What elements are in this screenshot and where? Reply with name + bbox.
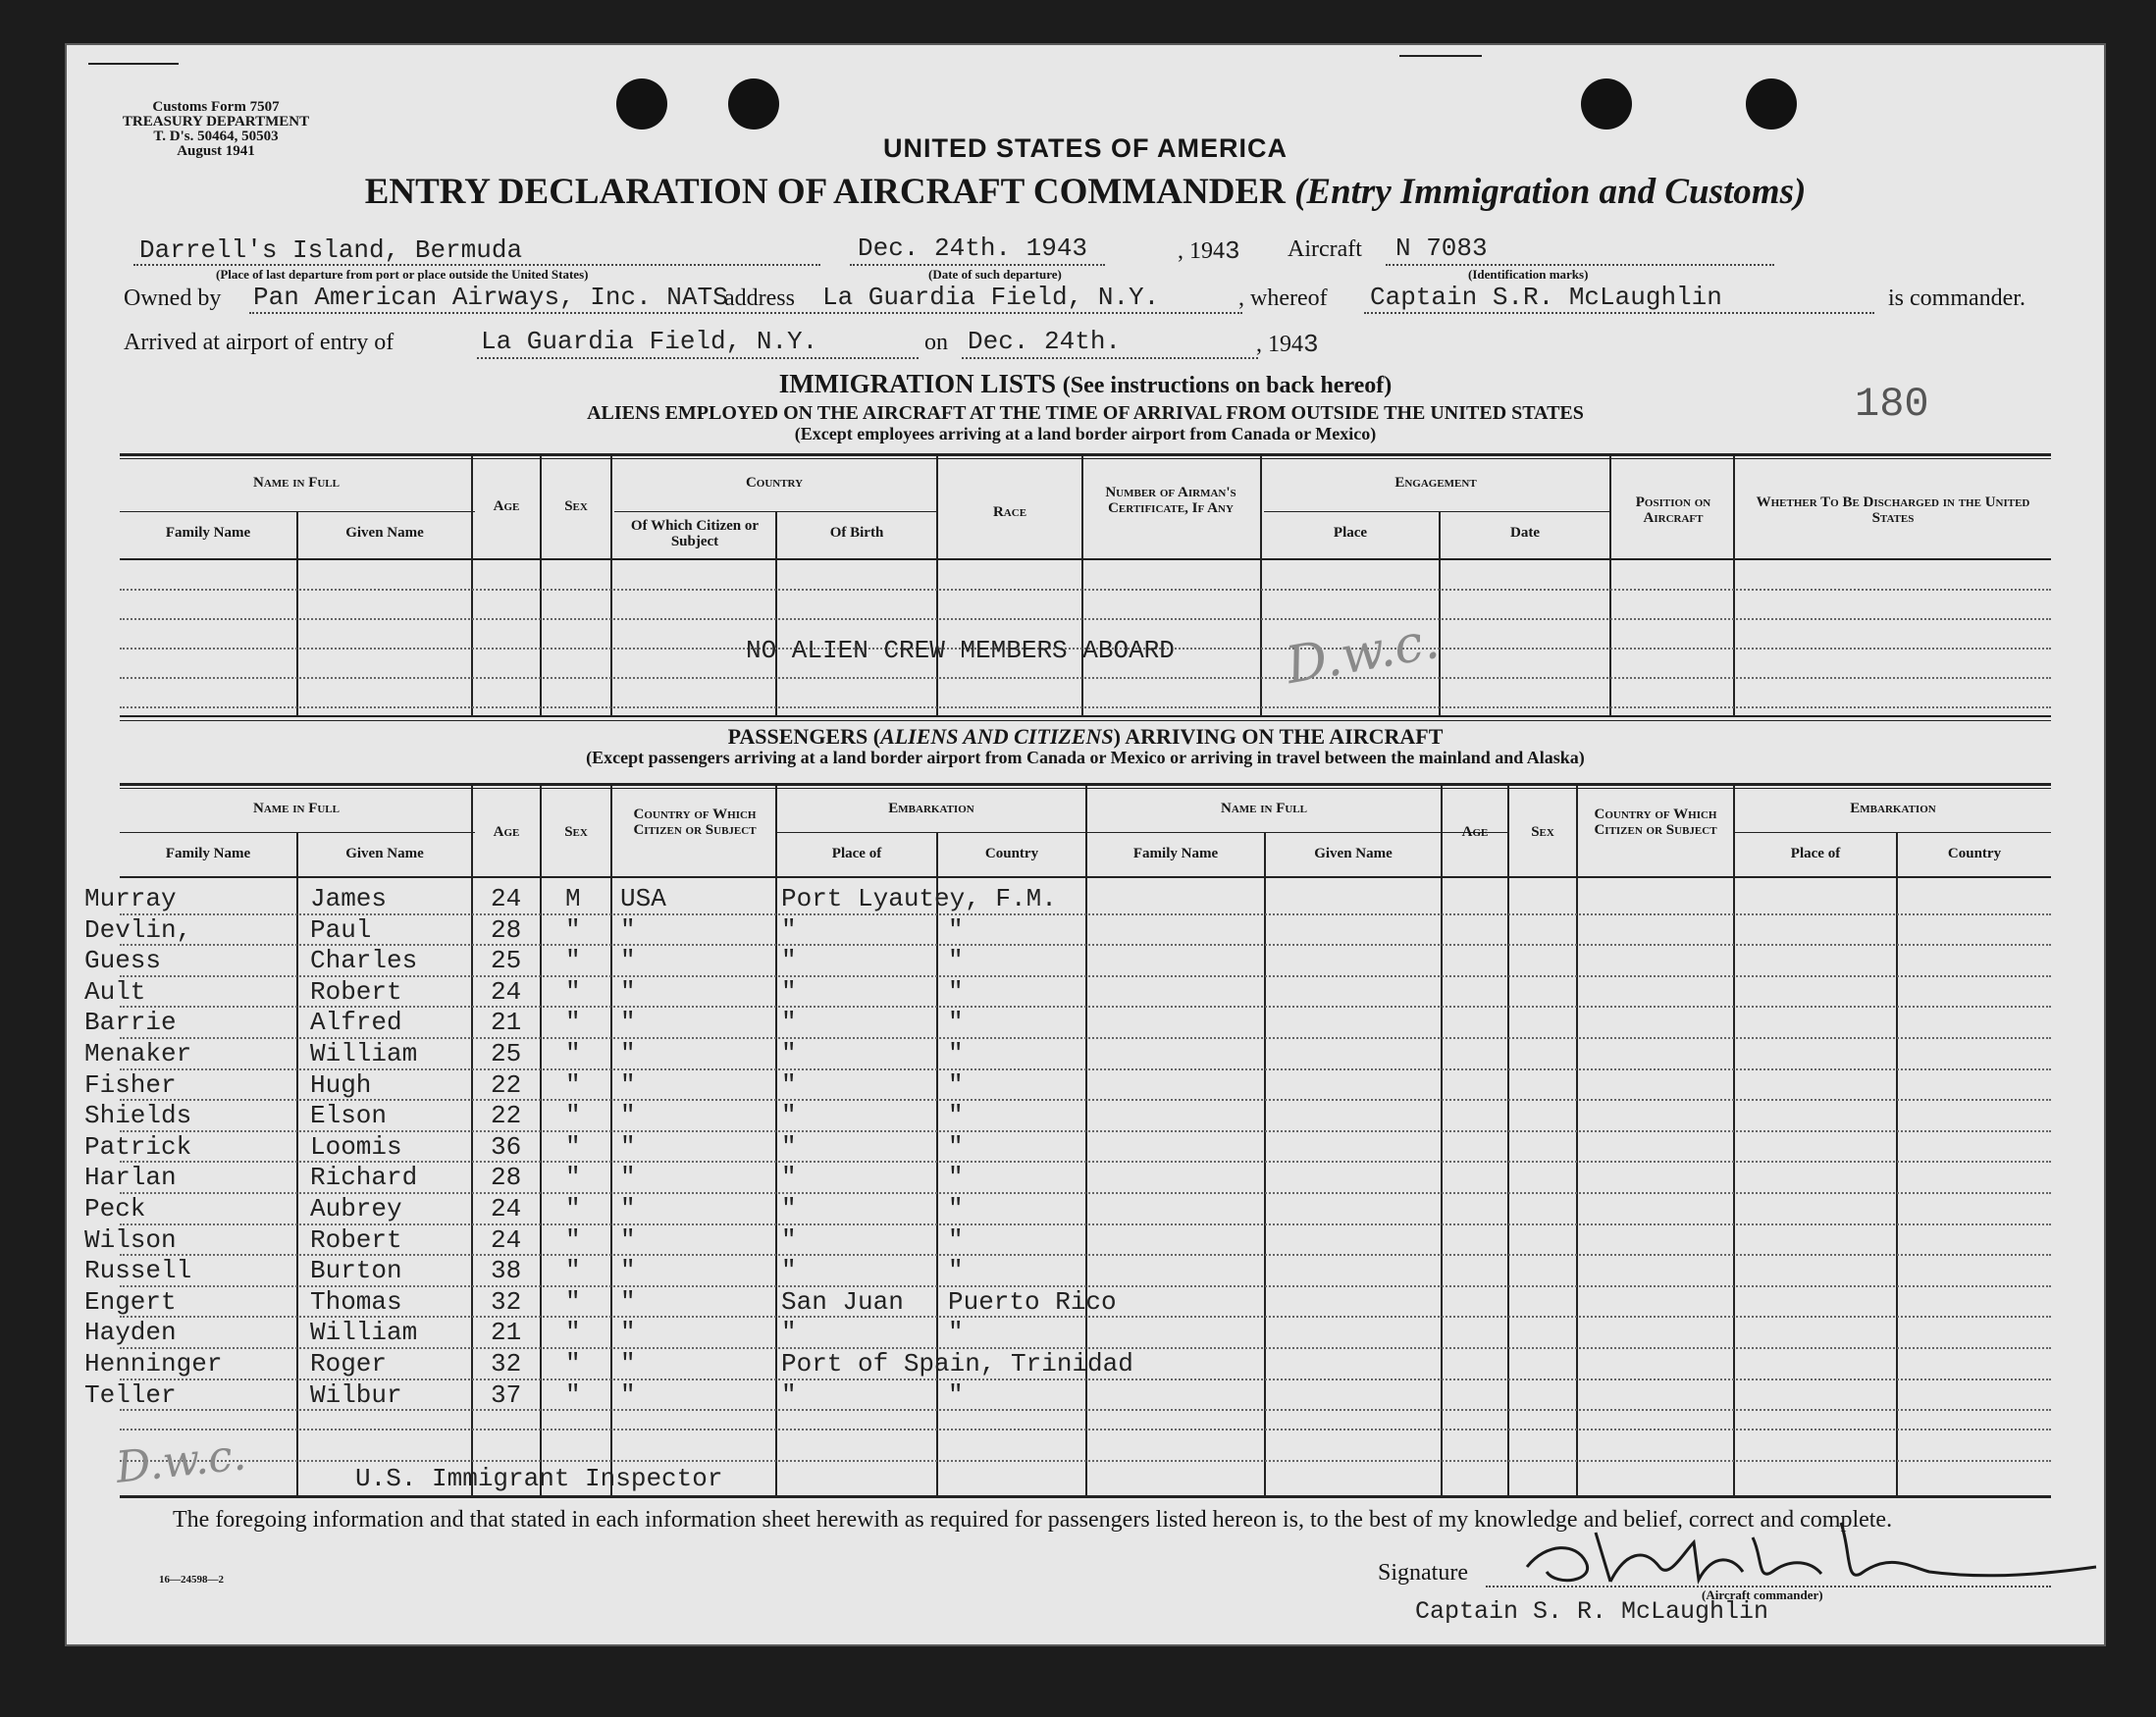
pax-sex: " (565, 1256, 581, 1286)
pax-sex: M (565, 884, 581, 913)
pax-country: Puerto Rico (948, 1286, 1117, 1317)
table-row (65, 1070, 2106, 1101)
form-title (65, 171, 2106, 213)
pax-sex: " (565, 1069, 581, 1100)
pax-age: 24 (491, 884, 522, 913)
owner: Pan American Airways, Inc. NATS (253, 283, 728, 312)
signature-caption: (Aircraft commander) (1702, 1587, 1823, 1602)
pax-family-name: Devlin, (84, 914, 192, 945)
crew-col-birth: Of Birth (829, 525, 884, 541)
pax-family-name: Peck (84, 1194, 146, 1223)
pax-col-embarkation-2: Embarkation (1850, 801, 1936, 816)
pax-given-name: Alfred (310, 1008, 402, 1038)
pax-age: 22 (491, 1101, 522, 1131)
table-row (65, 1163, 2106, 1193)
pax-place: " (781, 1163, 797, 1193)
table-row (65, 1039, 2106, 1069)
departure-place: Darrell's Island, Bermuda (139, 235, 523, 265)
whereof-label: , whereof (1238, 286, 1328, 311)
pax-citizen: " (620, 1069, 636, 1100)
pax-citizen: " (620, 1256, 636, 1286)
pax-country: " (948, 1008, 964, 1038)
pax-citizen: " (620, 946, 636, 976)
pax-age: 38 (491, 1256, 522, 1286)
pax-place: " (781, 1224, 797, 1255)
pax-col-given-name-2: Given Name (1314, 846, 1393, 861)
crew-col-race: Race (992, 504, 1027, 520)
departure-place-caption: (Place of last departure from port or place outside the United States) (216, 267, 589, 282)
pax-place: " (781, 946, 797, 976)
pax-given-name: Paul (310, 914, 372, 945)
pax-col-family-name: Family Name (165, 846, 251, 861)
pax-place: Port Lyautey, F.M. (781, 884, 1057, 913)
declaration-text: The foregoing information and that stated in each information sheet herewith as required for passengers listed hereon is, to the best of my knowledge and belief, correct and complete. (173, 1507, 1893, 1533)
crew-col-place: Place (1333, 525, 1368, 541)
passengers-title-italic: ALIENS AND CITIZENS (880, 724, 1114, 749)
immigration-subtitle: ALIENS EMPLOYED ON THE AIRCRAFT AT THE TIME OF ARRIVAL FROM OUTSIDE THE UNITED STATES (587, 402, 1584, 424)
form-date: August 1941 (177, 143, 255, 159)
is-commander-label: is commander. (1888, 286, 2025, 311)
arrival-year (1256, 330, 1319, 359)
table-row (65, 1101, 2106, 1131)
table-row (65, 1349, 2106, 1379)
punch-hole-icon (616, 78, 667, 130)
year-digit: 3 (1225, 236, 1240, 266)
pax-citizen: " (620, 1194, 636, 1223)
passengers-title-prefix: PASSENGERS ( (727, 724, 881, 749)
pax-given-name: Charles (310, 946, 418, 976)
pax-place: " (781, 1318, 797, 1348)
on-label: on (924, 330, 948, 355)
country-heading: UNITED STATES OF AMERICA (883, 133, 1288, 163)
immigration-heading: IMMIGRATION LISTS (778, 369, 1056, 398)
crew-col-given-name: Given Name (345, 525, 424, 541)
pax-col-name-in-full: Name in Full (252, 801, 340, 816)
pax-citizen: " (620, 976, 636, 1007)
pax-place: " (781, 1008, 797, 1038)
crew-col-discharged: Whether To Be Discharged in the United States (1756, 494, 2030, 526)
table-row (65, 1008, 2106, 1038)
form-title-main: ENTRY DECLARATION OF AIRCRAFT COMMANDER (364, 172, 1286, 212)
pax-sex: " (565, 976, 581, 1007)
signature-label: Signature (1378, 1560, 1468, 1586)
pax-citizen: " (620, 1008, 636, 1038)
pax-col-place-of-2: Place of (1790, 846, 1841, 861)
pax-family-name: Murray (84, 884, 177, 913)
pax-age: 25 (491, 1039, 522, 1068)
arrival-airport: La Guardia Field, N.Y. (481, 327, 818, 356)
pax-country: " (948, 1194, 964, 1223)
crew-col-country: Country (745, 475, 804, 491)
pax-col-age: Age (493, 824, 520, 840)
pax-age: 36 (491, 1131, 522, 1162)
pax-col-age-2: Age (1461, 824, 1489, 840)
crew-col-age: Age (493, 498, 520, 514)
pax-sex: " (565, 1163, 581, 1193)
pax-citizen: " (620, 914, 636, 945)
pax-family-name: Ault (84, 976, 146, 1007)
crew-col-engagement: Engagement (1394, 475, 1477, 491)
pax-family-name: Fisher (84, 1069, 177, 1100)
pax-country: " (948, 1131, 964, 1162)
form-title-italic: (Entry Immigration and Customs) (1294, 172, 1807, 212)
pax-col-place-of: Place of (831, 846, 882, 861)
pax-sex: " (565, 1194, 581, 1223)
aircraft-marks: N 7083 (1395, 234, 1488, 263)
pax-age: 21 (491, 1008, 522, 1038)
crew-col-sex: Sex (564, 498, 588, 514)
inspector-initials: D.w.c. (1281, 610, 1444, 697)
pax-age: 25 (491, 946, 522, 976)
pax-citizen: " (620, 1349, 636, 1379)
arrived-label: Arrived at airport of entry of (124, 330, 394, 355)
crew-col-certificate: Number of Airman's Certificate, If Any (1105, 485, 1236, 516)
year-prefix: , 194 (1178, 238, 1225, 264)
table-row (65, 1132, 2106, 1163)
pax-country: " (948, 1101, 964, 1131)
crew-col-citizen: Of Which Citizen or Subject (630, 518, 760, 549)
pax-country: " (948, 1379, 964, 1410)
pax-given-name: William (310, 1039, 418, 1068)
pax-sex: " (565, 1131, 581, 1162)
treasury-decisions: T. D's. 50464, 50503 (153, 129, 279, 144)
pax-col-citizen: Country of Which Citizen or Subject (633, 806, 757, 838)
pax-place: " (781, 1069, 797, 1100)
pax-given-name: Robert (310, 976, 402, 1007)
arrival-year-digit: 3 (1303, 330, 1319, 359)
form-number: Customs Form 7507 (152, 99, 280, 115)
table-row (65, 946, 2106, 976)
table-row (65, 884, 2106, 914)
pax-sex: " (565, 1039, 581, 1068)
pax-citizen: USA (620, 884, 666, 913)
pax-age: 24 (491, 1194, 522, 1223)
pax-family-name: Teller (84, 1379, 177, 1410)
pax-country: " (948, 1039, 964, 1068)
pax-place: " (781, 1256, 797, 1286)
pax-age: 24 (491, 976, 522, 1007)
aircraft-caption: (Identification marks) (1468, 267, 1589, 282)
address: La Guardia Field, N.Y. (822, 283, 1160, 312)
pax-family-name: Wilson (84, 1224, 177, 1255)
pax-place: " (781, 976, 797, 1007)
pax-citizen: " (620, 1101, 636, 1131)
pax-given-name: Loomis (310, 1131, 402, 1162)
crew-col-family-name: Family Name (165, 525, 251, 541)
pax-given-name: Thomas (310, 1286, 402, 1317)
pax-place: " (781, 1039, 797, 1068)
table-row (65, 1287, 2106, 1318)
pax-col-country: Country (984, 846, 1039, 861)
pax-col-name-in-full-2: Name in Full (1220, 801, 1307, 816)
pax-country: " (948, 1069, 964, 1100)
table-row (65, 1194, 2106, 1224)
pax-col-citizen-2: Country of Which Citizen or Subject (1594, 806, 1717, 838)
pax-citizen: " (620, 1039, 636, 1068)
pax-country: " (948, 914, 964, 945)
pax-citizen: " (620, 1379, 636, 1410)
form-sheet (65, 43, 2106, 1646)
pax-age: 32 (491, 1349, 522, 1379)
pax-country: " (948, 1256, 964, 1286)
pax-col-given-name: Given Name (345, 846, 424, 861)
arrival-year-prefix: , 194 (1256, 332, 1303, 357)
pax-sex: " (565, 1286, 581, 1317)
pax-country: " (948, 1318, 964, 1348)
table-row (65, 977, 2106, 1008)
pax-family-name: Guess (84, 946, 162, 976)
pax-sex: " (565, 1379, 581, 1410)
punch-hole-icon (1581, 78, 1632, 130)
stamp-number: 180 (1855, 381, 1929, 428)
year-field (1178, 236, 1240, 266)
department: TREASURY DEPARTMENT (122, 114, 310, 130)
pax-given-name: Burton (310, 1256, 402, 1286)
arrival-date: Dec. 24th. (968, 327, 1122, 356)
pax-place: " (781, 1131, 797, 1162)
departure-date-caption: (Date of such departure) (928, 267, 1062, 282)
signer-name: Captain S. R. McLaughlin (1415, 1597, 1769, 1626)
no-alien-crew-note: NO ALIEN CREW MEMBERS ABOARD (746, 636, 1175, 665)
immigration-title (65, 369, 2106, 399)
pax-family-name: Shields (84, 1101, 192, 1131)
commander: Captain S.R. McLaughlin (1370, 283, 1722, 312)
pax-citizen: " (620, 1286, 636, 1317)
pax-given-name: James (310, 884, 388, 913)
pax-given-name: William (310, 1318, 418, 1348)
pax-given-name: Robert (310, 1224, 402, 1255)
pax-family-name: Engert (84, 1286, 177, 1317)
pax-family-name: Henninger (84, 1349, 223, 1379)
crew-col-date: Date (1510, 525, 1540, 541)
pax-sex: " (565, 914, 581, 945)
pax-family-name: Barrie (84, 1008, 177, 1038)
departure-date: Dec. 24th. 1943 (858, 234, 1088, 263)
pax-col-sex-2: Sex (1531, 824, 1554, 840)
pax-place: " (781, 914, 797, 945)
address-label: address (724, 286, 795, 311)
pax-age: 32 (491, 1286, 522, 1317)
pax-country: " (948, 946, 964, 976)
pax-col-family-name-2: Family Name (1132, 846, 1219, 861)
pax-age: 28 (491, 1163, 522, 1193)
immigration-note: (See instructions on back hereof) (1062, 373, 1393, 398)
inspector-line: U.S. Immigrant Inspector (355, 1464, 723, 1493)
pax-given-name: Aubrey (310, 1194, 402, 1223)
pax-age: 37 (491, 1379, 522, 1410)
pax-family-name: Patrick (84, 1131, 192, 1162)
pax-family-name: Russell (84, 1256, 192, 1286)
punch-hole-icon (1746, 78, 1797, 130)
pax-place: " (781, 1101, 797, 1131)
pax-family-name: Hayden (84, 1318, 177, 1348)
print-code: 16—24598—2 (159, 1574, 224, 1586)
pax-citizen: " (620, 1131, 636, 1162)
inspector-initials-2: D.w.c. (113, 1430, 249, 1493)
table-row (65, 1256, 2106, 1286)
pax-family-name: Menaker (84, 1039, 192, 1068)
pax-sex: " (565, 1349, 581, 1379)
table-row (65, 915, 2106, 946)
pax-sex: " (565, 1318, 581, 1348)
pax-citizen: " (620, 1318, 636, 1348)
pax-age: 24 (491, 1224, 522, 1255)
pax-age: 22 (491, 1069, 522, 1100)
pax-given-name: Elson (310, 1101, 388, 1131)
pax-country: " (948, 976, 964, 1007)
pax-place: " (781, 1194, 797, 1223)
pax-family-name: Harlan (84, 1163, 177, 1193)
pax-given-name: Roger (310, 1349, 388, 1379)
pax-col-country-2: Country (1947, 846, 2002, 861)
pax-sex: " (565, 1224, 581, 1255)
pax-col-sex: Sex (564, 824, 588, 840)
pax-country: " (948, 1224, 964, 1255)
table-row (65, 1318, 2106, 1348)
pax-place: San Juan (781, 1286, 904, 1317)
passengers-title-suffix: ) ARRIVING ON THE AIRCRAFT (1113, 724, 1444, 749)
table-row (65, 1225, 2106, 1256)
crew-col-position: Position on Aircraft (1635, 494, 1711, 526)
pax-sex: " (565, 1101, 581, 1131)
pax-citizen: " (620, 1163, 636, 1193)
pax-country: " (948, 1163, 964, 1193)
table-row (65, 1380, 2106, 1411)
pax-age: 21 (491, 1318, 522, 1348)
punch-hole-icon (728, 78, 779, 130)
pax-age: 28 (491, 914, 522, 945)
crew-col-name-in-full: Name in Full (252, 475, 340, 491)
pax-place: " (781, 1379, 797, 1410)
immigration-subtitle-note: (Except employees arriving at a land border airport from Canada or Mexico) (794, 424, 1377, 443)
pax-col-embarkation: Embarkation (888, 801, 974, 816)
pax-citizen: " (620, 1224, 636, 1255)
pax-given-name: Wilbur (310, 1379, 402, 1410)
passengers-subtitle: (Except passengers arriving at a land border airport from Canada or Mexico or arriving in travel between the mainland and Alaska) (586, 748, 1585, 767)
pax-sex: " (565, 946, 581, 976)
pax-given-name: Richard (310, 1163, 418, 1193)
pax-place: Port of Spain, Trinidad (781, 1349, 1133, 1379)
owned-by-label: Owned by (124, 286, 222, 311)
pax-given-name: Hugh (310, 1069, 372, 1100)
pax-sex: " (565, 1008, 581, 1038)
aircraft-label: Aircraft (1288, 236, 1362, 262)
passengers-title (65, 724, 2106, 750)
